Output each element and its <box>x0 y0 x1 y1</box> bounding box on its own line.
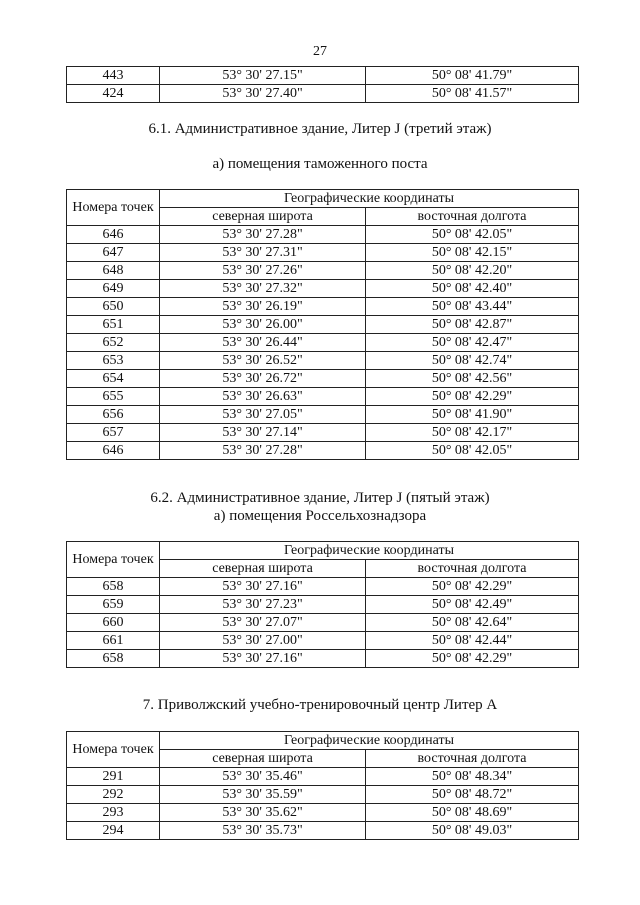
cell-point-number: 649 <box>67 280 160 298</box>
cell-longitude: 50° 08' 42.47" <box>366 334 579 352</box>
cell-point-number: 443 <box>67 67 160 85</box>
table-body <box>67 768 579 840</box>
cell-longitude: 50° 08' 42.56" <box>366 370 579 388</box>
header-geo: Географические координаты <box>160 732 579 750</box>
table-row <box>67 424 579 442</box>
cell-longitude: 50° 08' 41.90" <box>366 406 579 424</box>
table-6-2 <box>66 541 579 668</box>
cell-longitude: 50° 08' 41.57" <box>366 85 579 103</box>
section-6-1-subheading: а) помещения таможенного поста <box>212 156 428 172</box>
cell-point-number: 660 <box>67 614 160 632</box>
section-6-1-heading: 6.1. Административное здание, Литер J (третий этаж) <box>148 121 492 137</box>
cell-latitude: 53° 30' 27.28" <box>160 226 366 244</box>
table-row <box>67 262 579 280</box>
cell-latitude: 53° 30' 27.05" <box>160 406 366 424</box>
cell-point-number: 658 <box>67 578 160 596</box>
table-row <box>67 768 579 786</box>
cell-point-number: 652 <box>67 334 160 352</box>
table-body <box>67 67 579 103</box>
table-row <box>67 650 579 668</box>
cell-latitude: 53° 30' 27.15" <box>160 67 366 85</box>
table-continuation <box>66 66 579 103</box>
cell-latitude: 53° 30' 27.32" <box>160 280 366 298</box>
table-row <box>67 442 579 460</box>
cell-latitude: 53° 30' 26.72" <box>160 370 366 388</box>
table-row <box>67 406 579 424</box>
section-6-2-subheading: а) помещения Россельхознадзора <box>213 508 427 524</box>
cell-point-number: 650 <box>67 298 160 316</box>
cell-latitude: 53° 30' 26.52" <box>160 352 366 370</box>
cell-latitude: 53° 30' 27.16" <box>160 650 366 668</box>
cell-point-number: 292 <box>67 786 160 804</box>
cell-longitude: 50° 08' 42.49" <box>366 596 579 614</box>
table-row <box>67 334 579 352</box>
table-body <box>67 578 579 668</box>
cell-longitude: 50° 08' 42.20" <box>366 262 579 280</box>
cell-point-number: 293 <box>67 804 160 822</box>
cell-latitude: 53° 30' 26.19" <box>160 298 366 316</box>
cell-longitude: 50° 08' 48.72" <box>366 786 579 804</box>
cell-latitude: 53° 30' 27.07" <box>160 614 366 632</box>
cell-latitude: 53° 30' 27.16" <box>160 578 366 596</box>
table-row <box>67 85 579 103</box>
cell-latitude: 53° 30' 35.73" <box>160 822 366 840</box>
table-row <box>67 822 579 840</box>
cell-point-number: 653 <box>67 352 160 370</box>
cell-point-number: 656 <box>67 406 160 424</box>
table-row <box>67 67 579 85</box>
table-6-1 <box>66 189 579 460</box>
cell-point-number: 294 <box>67 822 160 840</box>
cell-point-number: 658 <box>67 650 160 668</box>
cell-longitude: 50° 08' 43.44" <box>366 298 579 316</box>
cell-longitude: 50° 08' 42.29" <box>366 388 579 406</box>
section-6-2-heading: 6.2. Административное здание, Литер J (пятый этаж) <box>150 490 490 506</box>
header-points: Номера точек <box>67 732 160 768</box>
table-row <box>67 316 579 334</box>
cell-point-number: 651 <box>67 316 160 334</box>
cell-longitude: 50° 08' 48.34" <box>366 768 579 786</box>
header-lat: северная широта <box>160 208 366 226</box>
cell-longitude: 50° 08' 42.05" <box>366 226 579 244</box>
cell-latitude: 53° 30' 26.63" <box>160 388 366 406</box>
cell-longitude: 50° 08' 48.69" <box>366 804 579 822</box>
table-row <box>67 804 579 822</box>
table-row <box>67 280 579 298</box>
cell-point-number: 424 <box>67 85 160 103</box>
cell-point-number: 659 <box>67 596 160 614</box>
cell-latitude: 53° 30' 27.23" <box>160 596 366 614</box>
cell-longitude: 50° 08' 42.44" <box>366 632 579 650</box>
cell-latitude: 53° 30' 35.46" <box>160 768 366 786</box>
table-row <box>67 226 579 244</box>
cell-latitude: 53° 30' 26.44" <box>160 334 366 352</box>
cell-longitude: 50° 08' 42.40" <box>366 280 579 298</box>
table-row <box>67 578 579 596</box>
table-body <box>67 226 579 460</box>
table-7 <box>66 731 579 840</box>
cell-longitude: 50° 08' 42.29" <box>366 650 579 668</box>
cell-point-number: 654 <box>67 370 160 388</box>
cell-latitude: 53° 30' 27.28" <box>160 442 366 460</box>
cell-longitude: 50° 08' 49.03" <box>366 822 579 840</box>
cell-longitude: 50° 08' 42.87" <box>366 316 579 334</box>
table-row <box>67 596 579 614</box>
header-lat: северная широта <box>160 750 366 768</box>
cell-latitude: 53° 30' 27.14" <box>160 424 366 442</box>
cell-point-number: 655 <box>67 388 160 406</box>
table-row <box>67 614 579 632</box>
header-geo: Географические координаты <box>160 190 579 208</box>
cell-latitude: 53° 30' 27.31" <box>160 244 366 262</box>
cell-longitude: 50° 08' 42.74" <box>366 352 579 370</box>
header-geo: Географические координаты <box>160 542 579 560</box>
cell-longitude: 50° 08' 42.64" <box>366 614 579 632</box>
cell-point-number: 646 <box>67 226 160 244</box>
cell-latitude: 53° 30' 35.62" <box>160 804 366 822</box>
header-points: Номера точек <box>67 190 160 226</box>
table-row <box>67 388 579 406</box>
cell-longitude: 50° 08' 42.05" <box>366 442 579 460</box>
cell-longitude: 50° 08' 42.15" <box>366 244 579 262</box>
header-lon: восточная долгота <box>366 560 579 578</box>
header-lat: северная широта <box>160 560 366 578</box>
page-number: 27 <box>313 44 327 59</box>
header-lon: восточная долгота <box>366 750 579 768</box>
cell-point-number: 657 <box>67 424 160 442</box>
header-points: Номера точек <box>67 542 160 578</box>
table-row <box>67 786 579 804</box>
cell-point-number: 661 <box>67 632 160 650</box>
cell-point-number: 647 <box>67 244 160 262</box>
table-row <box>67 370 579 388</box>
cell-longitude: 50° 08' 41.79" <box>366 67 579 85</box>
cell-point-number: 291 <box>67 768 160 786</box>
section-7-heading: 7. Приволжский учебно-тренировочный центр Литер А <box>142 697 498 713</box>
cell-longitude: 50° 08' 42.17" <box>366 424 579 442</box>
cell-latitude: 53° 30' 27.00" <box>160 632 366 650</box>
table-row <box>67 352 579 370</box>
cell-latitude: 53° 30' 27.40" <box>160 85 366 103</box>
cell-latitude: 53° 30' 27.26" <box>160 262 366 280</box>
table-row <box>67 244 579 262</box>
table-row <box>67 298 579 316</box>
header-lon: восточная долгота <box>366 208 579 226</box>
cell-latitude: 53° 30' 35.59" <box>160 786 366 804</box>
cell-longitude: 50° 08' 42.29" <box>366 578 579 596</box>
table-row <box>67 632 579 650</box>
cell-latitude: 53° 30' 26.00" <box>160 316 366 334</box>
cell-point-number: 646 <box>67 442 160 460</box>
cell-point-number: 648 <box>67 262 160 280</box>
